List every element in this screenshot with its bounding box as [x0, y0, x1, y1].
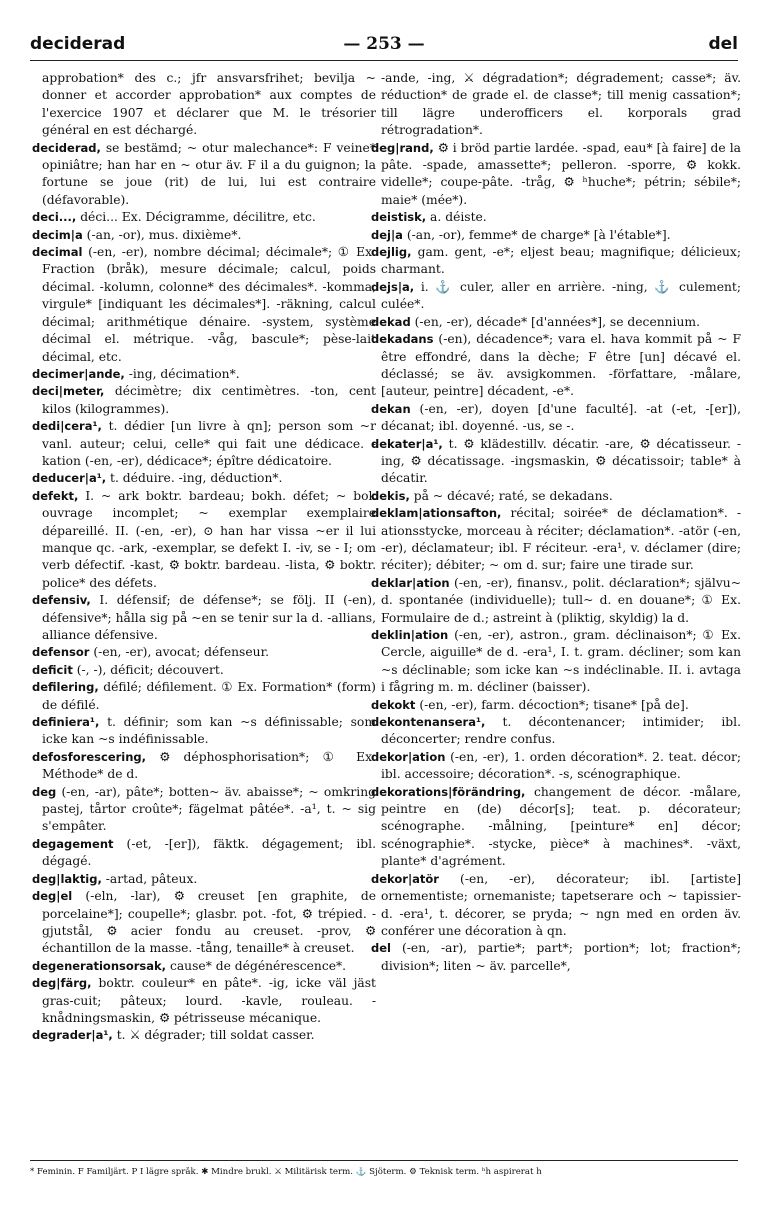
entry-definition: cause* de dégénérescence*.: [169, 958, 347, 973]
dictionary-entry: [32, 140, 376, 210]
entry-definition: décimètre; dix centimètres. -ton, cent kilos (kilogrammes).: [42, 384, 376, 416]
headword: deg|laktig,: [32, 871, 102, 886]
headword: dekontenansera¹,: [371, 715, 486, 730]
entry-definition: t. ⚙ klädestillv. décatir. -are, ⚙ décatisseur. -ing, ⚙ décatissage. -ingsmaskin, ⚙ décatissoir; table* à décatir.: [381, 436, 741, 486]
headword: deci...,: [32, 210, 77, 225]
headword: defensor: [32, 645, 90, 660]
entry-definition: t. définir; som kan ~s définissable; som icke kan ~s indéfinissable.: [42, 715, 376, 747]
entry-definition: t. décontenancer; intimider; ibl. déconcerter; rendre confus.: [381, 715, 741, 747]
dictionary-entry: [371, 940, 741, 975]
entry-definition: t. ⚔ dégrader; till soldat casser.: [116, 1028, 315, 1043]
headword: dekis,: [371, 488, 410, 503]
dictionary-entry: [371, 436, 741, 488]
headword: defekt,: [32, 488, 79, 503]
entry-definition: på ~ décavé; raté, se dekadans.: [413, 488, 613, 503]
dictionary-entry: [32, 784, 376, 836]
headword: deklam|ationsafton,: [371, 506, 502, 521]
dictionary-entry: [371, 314, 741, 331]
headword: definiera¹,: [32, 715, 100, 730]
headword: degagement: [32, 836, 114, 851]
entry-definition: déci... Ex. Décigramme, décilitre, etc.: [80, 210, 316, 225]
entry-definition: -ing, décimation*.: [128, 366, 240, 381]
headword: degenerationsorsak,: [32, 958, 167, 973]
dictionary-entry: [32, 975, 376, 1027]
headword: deg|färg,: [32, 976, 92, 991]
dictionary-entry: [32, 836, 376, 871]
headword: dedi|cera¹,: [32, 419, 102, 434]
entry-definition: (-en, -ar), pâte*; botten~ äv. abaisse*; ~ omkring pastej, tårtor croûte*; fägelmat pâtée*. -a¹, t. ~ sig s'empâter.: [42, 784, 376, 834]
dictionary-entry: [32, 227, 376, 244]
entry-definition: changement de décor. -målare, peintre en (de) décor[s]; teat. p. décorateur; scénographe. -målning, [peinture* en] décor; scénographie*. -stycke, pièce* à machines*. -växt, plante* d'agrément.: [381, 784, 741, 869]
dictionary-entry: [32, 470, 376, 487]
dictionary-entry: [32, 1027, 376, 1044]
entry-definition: -artad, pâteux.: [105, 871, 198, 886]
header-last-word: del: [708, 34, 738, 54]
entry-definition: (-en, -er), 1. orden décoration*. 2. teat. décor; ibl. accessoire; décoration*. -s, scénographique.: [381, 749, 741, 782]
headword: dekor|ation: [371, 749, 446, 764]
headword: del: [371, 941, 391, 956]
dictionary-entry: [371, 575, 741, 627]
headword: degrader|a¹,: [32, 1028, 113, 1043]
dictionary-entry: [32, 662, 376, 679]
dictionary-entry: [32, 418, 376, 470]
entry-definition: (-en, -er), astron., gram. déclinaison*; ① Ex. Cercle, aiguille* de d. -era¹, I. t. gram. décliner; som kan ~s déclinable; som icke kan ~s indéclinable. II. i. avtaga i fågring m. m. décliner (baisser).: [381, 628, 741, 695]
entry-definition: (-en, -er), doyen [d'une faculté]. -at (-et, -[er]), décanat; ibl. doyenné. -us, se -.: [381, 401, 741, 434]
dictionary-entry: [371, 697, 741, 714]
entry-definition: récital; soirée* de déclamation*. -ationsstycke, morceau à réciter; déclamation*. -atör (-en, -er), déclamateur; ibl. F réciteur. -era¹, v. déclamer (dire; réciter); débiter; ~ om d. sur; faire une tirade sur.: [381, 506, 741, 573]
dictionary-entry: [371, 401, 741, 436]
entry-definition: (-et, -[er]), fäktk. dégagement; ibl. dégagé.: [42, 836, 376, 869]
dictionary-entry: [32, 366, 376, 383]
entry-definition: approbation* des c.; jfr ansvarsfrihet; bevilja ~ donner et accorder approbation* aux comptes de l'exercice 1907 et déclarer que M. le trésorier général en est déchargé.: [42, 71, 376, 138]
dictionary-entry: [371, 488, 741, 505]
headword: deci|meter,: [32, 384, 105, 399]
headword: dejlig,: [371, 245, 412, 260]
entry-definition: (-en, -er), décade* [d'années*], se decennium.: [414, 314, 700, 329]
dictionary-entry: [32, 958, 376, 975]
headword: dekokt: [371, 697, 416, 712]
entry-definition: t. déduire. -ing, déduction*.: [110, 471, 283, 486]
headword: deficit: [32, 662, 73, 677]
entry-definition: (-en), décadence*; vara el. hava kommit på ~ F être effondré, dans la dèche; F être [un] décavé el. déclassé; se äv. avsigkommen. -författare, -målare, [auteur, peintre] décadent, -e*.: [381, 332, 741, 399]
entry-definition: a. déiste.: [430, 210, 487, 225]
entry-definition: (-en, -er), décorateur; ibl. [artiste] ornementiste; ornemaniste; tapetserare och ~ tapissier-d. -era¹, t. décorer, se pryda; ~ ngn med en orden äv. conférer une décoration à qn.: [381, 871, 741, 938]
entry-definition: (-an, -or), femme* de charge* [à l'étable*].: [406, 227, 671, 242]
entry-definition: boktr. couleur* en pâte*. -ig, icke väl jäst gras-cuit; pâteux; lourd. -kavle, rouleau. -knådningsmaskin, ⚙ pétrisseuse mécanique.: [42, 976, 376, 1025]
headword: dekor|atör: [371, 871, 439, 886]
entry-definition: se bestämd; ~ otur malechance*: F veine* opiniâtre; han har en ~ otur äv. F il a du guignon; la fortune se joue (rit) de lui, lui est contraire (défavorable).: [42, 140, 376, 207]
dictionary-entry: [32, 383, 376, 418]
headword: deg|rand,: [371, 140, 434, 155]
dictionary-entry: [371, 331, 741, 401]
footer-rule: [30, 1160, 738, 1161]
headword: deklin|ation: [371, 628, 449, 642]
entry-definition: t. dédier [un livre à qn]; person som ~r vanl. auteur; celui, celle* qui fait une dédicace. -kation (-en, -er), dédicace*; épître dédicatoire.: [42, 419, 376, 468]
headword: dekater|a¹,: [371, 436, 443, 451]
entry-definition: (-en, -er), nombre décimal; décimale*; ① Ex. Fraction (bråk), mesure décimale; calcul, poids décimal. -kolumn, colonne* des décimales*. -komma, virgule* [indiquant les décimales*]. -räkning, calcul décimal; arithmétique dénaire. -system, système décimal el. métrique. -våg, bascule*; pèse-lait décimal, etc.: [42, 245, 376, 364]
dictionary-entry: [32, 70, 376, 140]
dictionary-entry: [371, 209, 741, 226]
entry-definition: I. défensif; de défense*; se följ. II (-en), défensive*; hålla sig på ~en se tenir sur la d. -allians, alliance défensive.: [42, 593, 376, 642]
right-column: [371, 70, 741, 975]
dictionary-entry: [32, 749, 376, 784]
entry-definition: ⚙ i bröd partie lardée. -spad, eau* [à faire] de la pâte. -spade, amassette*; pelleron. -sporre, ⚙ kokk. videlle*; coupe-pâte. -tråg, ⚙ ʰhuche*; pétrin; sébile*; maie* (mée*).: [381, 140, 741, 207]
entry-definition: (-en, -er), finansv., polit. déclaration*; självu~ d. spontanée (individuelle); tull~ d. en douane*; ① Ex. Formulaire de d.; astreint à (pliktig, skyldig) la d.: [381, 575, 741, 625]
headword: deg: [32, 784, 57, 799]
headword: deg|el: [32, 889, 73, 904]
dictionary-entry: [371, 871, 741, 941]
entry-definition: (-eln, -lar), ⚙ creuset [en graphite, de porcelaine*]; coupelle*; glasbr. pot. -fot, ⚙ trépied. -gjutstål, ⚙ acier fondu au creuset. -prov, ⚙ échantillon de la masse. -tång, tenaille* à creuset.: [42, 889, 376, 956]
entry-definition: (-an, -or), mus. dixième*.: [86, 227, 242, 242]
dictionary-entry: [371, 227, 741, 244]
dictionary-entry: [32, 644, 376, 661]
entry-definition: I. ~ ark boktr. bardeau; bokh. défet; ~ bok ouvrage incomplet; ~ exemplar exemplaire dépareillé. II. (-en, -er), ⊙ han har vissa ~er il lui manque qc. -ark, -exemplar, se defekt I. -iv, se - I; om verb défectif. -kast, ⚙ boktr. bardeau. -lista, ⚙ boktr. police* des défets.: [42, 488, 376, 590]
dictionary-entry: [32, 871, 376, 888]
headword: deklar|ation: [371, 575, 450, 590]
dictionary-entry: [371, 627, 741, 697]
headword: decimer|ande,: [32, 366, 125, 381]
headword: defilering,: [32, 680, 99, 695]
headword: defensiv,: [32, 593, 91, 608]
entry-definition: (-, -), déficit; découvert.: [76, 662, 224, 677]
footnote-legend: * Feminin. F Familjärt. P I lägre språk. ✱ Mindre brukl. ⚔ Militärisk term. ⚓ Sjöterm. ⚙ Teknisk term. ʰh aspirerat h: [30, 1167, 542, 1177]
entry-definition: (-en, -er), avocat; défenseur.: [93, 645, 270, 660]
dictionary-entry: [371, 279, 741, 314]
dictionary-entry: [32, 888, 376, 958]
dictionary-entry: [32, 714, 376, 749]
headword: deistisk,: [371, 210, 427, 225]
headword: deducer|a¹,: [32, 471, 107, 486]
dictionary-entry: [371, 505, 741, 575]
dictionary-entry: [371, 749, 741, 784]
entry-definition: défilé; défilement. ① Ex. Formation* (form) de défilé.: [42, 680, 376, 712]
dictionary-entry: [32, 679, 376, 714]
dictionary-entry: [371, 784, 741, 871]
headword: dekorations|förändring,: [371, 784, 526, 799]
headword: deciderad,: [32, 140, 101, 155]
dictionary-entry: [32, 209, 376, 226]
dictionary-entry: [32, 488, 376, 592]
dictionary-entry: [371, 70, 741, 140]
dictionary-entry: [32, 592, 376, 644]
header-first-word: deciderad: [30, 34, 126, 54]
page-number: — 253 —: [343, 34, 425, 54]
headword: decimal: [32, 245, 83, 260]
entry-definition: i. ⚓ culer, aller en arrière. -ning, ⚓ culement; culée*.: [381, 279, 741, 312]
dictionary-entry: [371, 244, 741, 279]
entry-definition: (-en, -ar), partie*; part*; portion*; lot; fraction*; division*; liten ~ äv. parcelle*,: [381, 941, 741, 973]
headword: defosforescering,: [32, 749, 147, 764]
headword: dekadans: [371, 332, 434, 347]
dictionary-entry: [32, 244, 376, 366]
page-header: [30, 34, 738, 60]
header-rule: [30, 60, 738, 61]
entry-definition: gam. gent, -e*; eljest beau; magnifique; délicieux; charmant.: [381, 245, 742, 277]
left-column: [32, 70, 376, 1045]
entry-definition: (-en, -er), farm. décoction*; tisane* [på de].: [419, 697, 689, 712]
entry-definition: -ande, -ing, ⚔ dégradation*; dégradement; casse*; äv. réduction* de grade el. de classe*; till menig cassation*; till lägre underofficers el. korporals grad rétrogradation*.: [381, 71, 741, 138]
dictionary-entry: [371, 140, 741, 210]
headword: dekan: [371, 401, 411, 416]
headword: dej|a: [371, 227, 403, 242]
headword: decim|a: [32, 227, 83, 242]
entry-definition: ⚙ déphosphorisation*; ① Ex. Méthode* de d.: [42, 749, 376, 782]
headword: dekad: [371, 314, 411, 329]
dictionary-entry: [371, 714, 741, 749]
headword: dejs|a,: [371, 279, 415, 294]
